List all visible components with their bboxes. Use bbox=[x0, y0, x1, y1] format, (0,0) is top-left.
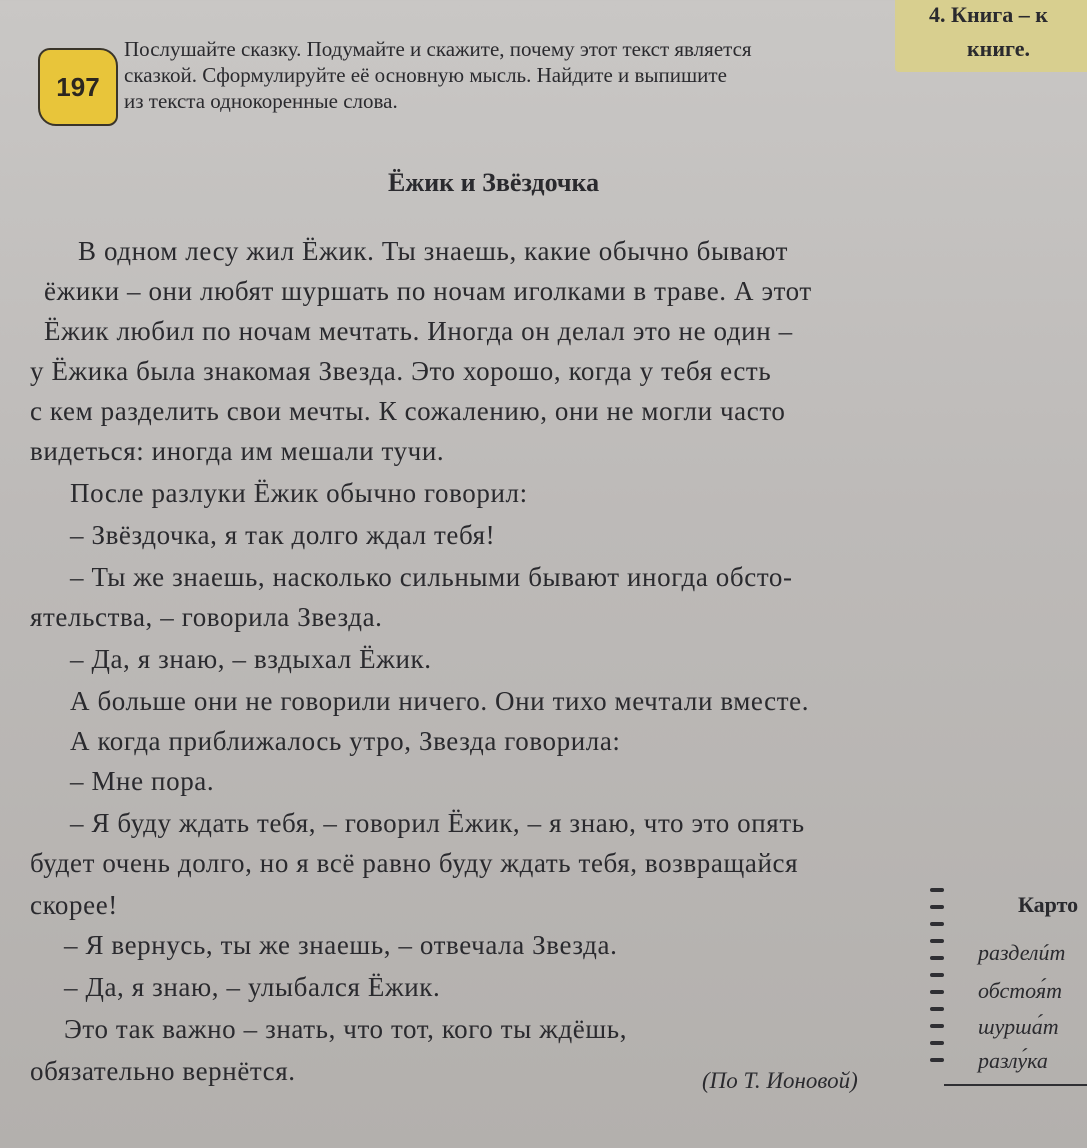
story-line: обязательно вернётся. bbox=[30, 1056, 296, 1086]
story-line: – Да, я знаю, – улыбался Ёжик. bbox=[64, 972, 441, 1002]
story-line: – Ты же знаешь, насколько сильными бывают иногда обсто- bbox=[70, 562, 793, 592]
card-word: разделúт bbox=[978, 940, 1066, 965]
story-line: После разлуки Ёжик обычно говорил: bbox=[70, 478, 528, 508]
task-line: Послушайте сказку. Подумайте и скажите, почему этот текст является bbox=[124, 37, 752, 61]
word-card bbox=[930, 888, 1087, 1098]
story-line: А больше они не говорили ничего. Они тихо мечтали вместе. bbox=[70, 686, 810, 716]
story-line: – Мне пора. bbox=[70, 766, 215, 796]
story-line: скорее! bbox=[30, 890, 118, 920]
card-divider bbox=[944, 1084, 1087, 1086]
corner-tab-line-2: книге. bbox=[967, 36, 1030, 61]
story-title: Ёжик и Звёздочка bbox=[388, 168, 600, 197]
spiral-binding-icon bbox=[930, 888, 950, 1088]
story-line: ятельства, – говорила Звезда. bbox=[30, 602, 383, 632]
story-line: – Звёздочка, я так долго ждал тебя! bbox=[70, 520, 496, 550]
task-instructions bbox=[124, 36, 1034, 114]
story-line: – Да, я знаю, – вздыхал Ёжик. bbox=[70, 644, 432, 674]
task-line: сказкой. Сформулируйте её основную мысль. Найдите и выпишите bbox=[124, 63, 727, 87]
story-line: – Я буду ждать тебя, – говорил Ёжик, – я знаю, что это опять bbox=[70, 808, 805, 838]
story-line: будет очень долго, но я всё равно буду ждать тебя, возвращайся bbox=[30, 848, 799, 878]
card-title: Карто bbox=[1018, 892, 1079, 917]
story-line: у Ёжика была знакомая Звезда. Это хорошо, когда у тебя есть bbox=[30, 356, 772, 386]
story-attribution: (По Т. Ионовой) bbox=[702, 1068, 858, 1093]
card-word: разлу́ка bbox=[978, 1048, 1048, 1073]
task-line: из текста однокоренные слова. bbox=[124, 89, 398, 113]
card-word: обстоя́т bbox=[978, 978, 1062, 1003]
story-line: – Я вернусь, ты же знаешь, – отвечала Звезда. bbox=[64, 930, 618, 960]
story-line: Это так важно – знать, что тот, кого ты ждёшь, bbox=[64, 1014, 628, 1044]
task-number-badge bbox=[38, 48, 118, 126]
story-line: В одном лесу жил Ёжик. Ты знаешь, какие обычно бывают bbox=[78, 236, 789, 266]
corner-tab-line-1: 4. Книга – к bbox=[929, 2, 1048, 27]
story-line: с кем разделить свои мечты. К сожалению, они не могли часто bbox=[30, 396, 786, 426]
story-line: видеться: иногда им мешали тучи. bbox=[30, 436, 445, 466]
story-line: А когда приближалось утро, Звезда говорила: bbox=[70, 726, 621, 756]
card-word: шурша́т bbox=[978, 1014, 1059, 1039]
story-line: Ёжик любил по ночам мечтать. Иногда он делал это не один – bbox=[44, 316, 793, 346]
story-line: ёжики – они любят шуршать по ночам иголками в траве. А этот bbox=[44, 276, 812, 306]
task-number: 197 bbox=[56, 71, 100, 102]
